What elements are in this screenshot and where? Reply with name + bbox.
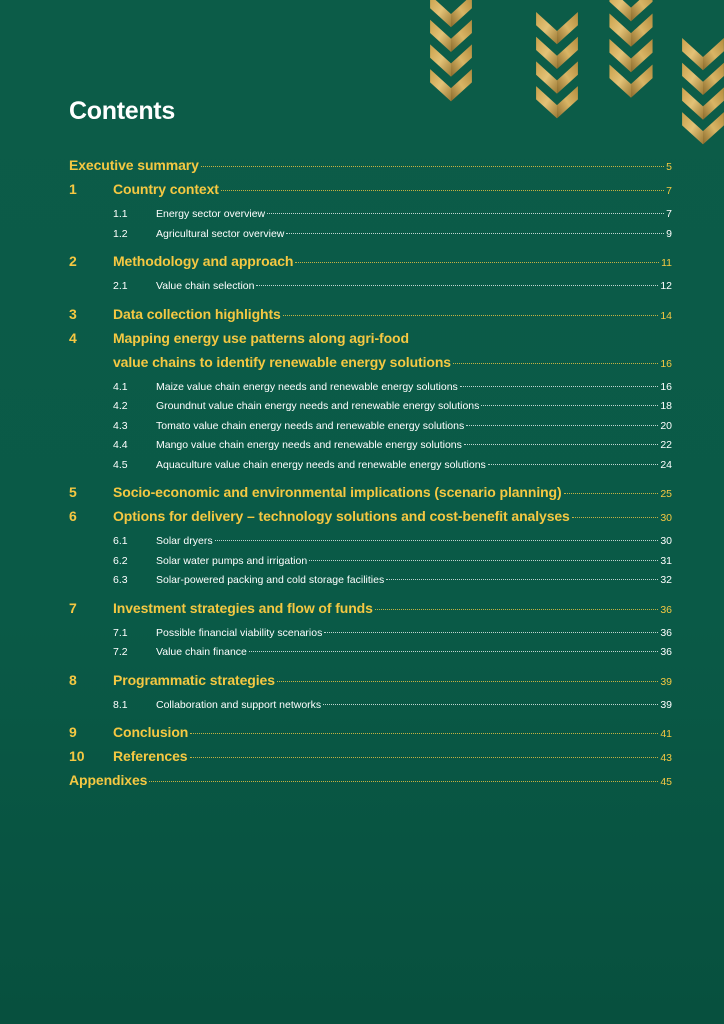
toc-entry-number: 6.1	[113, 535, 128, 547]
toc-entry-number: 2	[69, 253, 77, 269]
toc-entry-number: 6.2	[113, 554, 128, 567]
toc-subsection-row[interactable]	[69, 456, 672, 476]
toc-subsection-row[interactable]	[69, 225, 672, 245]
toc-page-number: 43	[660, 752, 672, 764]
toc-section-row[interactable]	[69, 668, 672, 692]
toc-page-number: 12	[660, 280, 672, 292]
wheat-stalk-3	[609, 0, 652, 98]
toc-entry-title: Energy sector overview	[156, 208, 266, 220]
toc-page-number: 36	[660, 603, 672, 616]
toc-entry-number: 6.3	[113, 574, 128, 586]
toc-entry-title: Possible financial viability scenarios	[156, 626, 323, 639]
toc-leader-dots	[464, 444, 658, 445]
toc-subsection-row[interactable]	[69, 378, 672, 398]
toc-entry-number: 4.4	[113, 439, 128, 451]
toc-page-number: 11	[661, 257, 672, 269]
toc-section-row[interactable]	[69, 504, 672, 528]
toc-page-number: 41	[660, 728, 672, 740]
toc-entry-title: Maize value chain energy needs and renewable energy solutions	[156, 380, 458, 393]
toc-subsection-row[interactable]	[69, 417, 672, 437]
toc-subsection-row[interactable]	[69, 696, 672, 716]
toc-leader-dots	[488, 464, 659, 465]
toc-leader-dots	[466, 425, 658, 426]
toc-leader-dots	[221, 190, 664, 191]
toc-entry-title: References	[113, 748, 188, 764]
toc-page-number: 36	[660, 626, 672, 639]
toc-entry-number: 4.2	[113, 400, 128, 412]
table-of-contents	[69, 153, 672, 792]
toc-leader-dots	[481, 405, 658, 406]
toc-entry-number: 7.2	[113, 646, 128, 658]
toc-entry-title: Groundnut value chain energy needs and renewable energy solutions	[156, 400, 480, 412]
toc-page-number: 22	[660, 439, 672, 451]
toc-page-number: 20	[660, 419, 672, 432]
toc-entry-title: Solar-powered packing and cold storage facilities	[156, 574, 385, 586]
toc-page-number: 36	[660, 646, 672, 658]
toc-leader-dots	[286, 233, 664, 234]
toc-entry-title: Value chain finance	[156, 646, 247, 658]
toc-leader-dots	[190, 733, 658, 734]
toc-subsection-row[interactable]	[69, 277, 672, 297]
toc-entry-number: 1	[69, 181, 77, 197]
toc-page-number: 9	[666, 227, 672, 240]
toc-leader-dots	[201, 166, 664, 167]
toc-leader-dots	[375, 609, 659, 610]
toc-page-number: 24	[660, 458, 672, 471]
toc-leader-dots	[256, 285, 658, 286]
toc-section-row[interactable]	[69, 302, 672, 326]
toc-entry-number: 10	[69, 748, 85, 764]
toc-page-number: 18	[660, 400, 672, 412]
toc-entry-title: Mango value chain energy needs and renewable energy solutions	[156, 439, 462, 451]
toc-section-row[interactable]	[69, 249, 672, 273]
toc-entry-title: Solar water pumps and irrigation	[156, 554, 308, 567]
toc-entry-title: Programmatic strategies	[113, 671, 275, 688]
toc-entry-title: Appendixes	[69, 772, 148, 788]
toc-entry-title: Executive summary	[69, 157, 199, 173]
toc-section-row[interactable]	[69, 480, 672, 504]
toc-page-number: 16	[660, 357, 672, 370]
toc-entry-number: 2.1	[113, 280, 128, 292]
toc-leader-dots	[277, 681, 658, 682]
toc-leader-dots	[309, 560, 658, 561]
toc-page-number: 32	[660, 574, 672, 586]
toc-subsection-row[interactable]	[69, 643, 672, 663]
toc-page-number: 7	[666, 185, 672, 197]
toc-entry-title: Solar dryers	[156, 535, 213, 547]
toc-section-row[interactable]	[69, 744, 672, 768]
toc-entry-title: Methodology and approach	[113, 253, 294, 269]
toc-page-number: 30	[660, 512, 672, 524]
toc-subsection-row[interactable]	[69, 532, 672, 552]
toc-entry-title: Data collection highlights	[113, 305, 281, 322]
toc-section-row[interactable]	[69, 326, 672, 350]
wheat-stalk-1	[430, 0, 472, 101]
toc-leader-dots	[215, 540, 659, 541]
toc-entry-title: Agricultural sector overview	[156, 227, 285, 240]
toc-subsection-row[interactable]	[69, 436, 672, 456]
toc-entry-number: 4.5	[113, 458, 128, 471]
toc-entry-title: Options for delivery – technology solutions and cost-benefit analyses	[113, 508, 570, 524]
toc-leader-dots	[324, 632, 658, 633]
toc-section-row[interactable]	[69, 720, 672, 744]
wheat-stalk-4	[682, 38, 724, 144]
toc-leader-dots	[249, 651, 658, 652]
toc-entry-number: 7.1	[113, 626, 128, 639]
toc-leader-dots	[386, 579, 658, 580]
toc-entry-title: Mapping energy use patterns along agri-food	[113, 329, 409, 346]
toc-page-number: 39	[660, 675, 672, 688]
toc-leader-dots	[267, 213, 664, 214]
toc-page-number: 31	[660, 554, 672, 567]
toc-entry-number: 5	[69, 484, 77, 500]
toc-leader-dots	[564, 493, 659, 494]
toc-entry-number: 8.1	[113, 698, 128, 711]
wheat-decoration-icon	[0, 0, 724, 160]
toc-section-row[interactable]	[69, 350, 672, 374]
toc-entry-number: 7	[69, 599, 77, 616]
toc-entry-number: 8	[69, 671, 77, 688]
toc-entry-title: value chains to identify renewable energy solutions	[113, 353, 451, 370]
toc-subsection-row[interactable]	[69, 552, 672, 572]
page-title: Contents	[69, 97, 175, 125]
toc-page-number: 16	[660, 380, 672, 393]
toc-leader-dots	[453, 363, 658, 364]
toc-entry-number: 9	[69, 724, 77, 740]
toc-entry-number: 3	[69, 305, 77, 322]
toc-entry-number: 4.1	[113, 380, 128, 393]
toc-entry-title: Collaboration and support networks	[156, 698, 322, 711]
toc-page-number: 7	[666, 208, 672, 220]
toc-subsection-row[interactable]	[69, 205, 672, 225]
toc-subsection-row[interactable]	[69, 571, 672, 591]
toc-leader-dots	[190, 757, 659, 758]
toc-page-number: 39	[660, 698, 672, 711]
toc-entry-title: Socio-economic and environmental implications (scenario planning)	[113, 484, 562, 500]
toc-entry-title: Value chain selection	[156, 280, 255, 292]
toc-section-row[interactable]	[69, 768, 672, 792]
toc-entry-title: Tomato value chain energy needs and renewable energy solutions	[156, 419, 465, 432]
toc-page-number: 30	[660, 535, 672, 547]
toc-page-number: 45	[660, 776, 672, 788]
toc-section-row[interactable]	[69, 153, 672, 177]
toc-leader-dots	[283, 315, 659, 316]
toc-entry-title: Investment strategies and flow of funds	[113, 599, 373, 616]
toc-entry-number: 1.1	[113, 208, 128, 220]
toc-entry-number: 4	[69, 329, 77, 346]
toc-leader-dots	[149, 781, 658, 782]
toc-section-row[interactable]	[69, 596, 672, 620]
toc-leader-dots	[295, 262, 659, 263]
toc-entry-number: 1.2	[113, 227, 128, 240]
toc-entry-number: 6	[69, 508, 77, 524]
toc-subsection-row[interactable]	[69, 624, 672, 644]
toc-section-row[interactable]	[69, 177, 672, 201]
toc-page-number: 5	[666, 161, 672, 173]
toc-entry-number: 4.3	[113, 419, 128, 432]
toc-leader-dots	[323, 704, 658, 705]
toc-entry-title: Aquaculture value chain energy needs and renewable energy solutions	[156, 458, 486, 471]
toc-page-number: 14	[660, 309, 672, 322]
toc-leader-dots	[572, 517, 659, 518]
toc-entry-title: Country context	[113, 181, 219, 197]
wheat-stalk-2	[536, 12, 578, 118]
toc-leader-dots	[460, 386, 659, 387]
toc-page-number: 25	[660, 488, 672, 500]
toc-entry-title: Conclusion	[113, 724, 189, 740]
toc-subsection-row[interactable]	[69, 397, 672, 417]
